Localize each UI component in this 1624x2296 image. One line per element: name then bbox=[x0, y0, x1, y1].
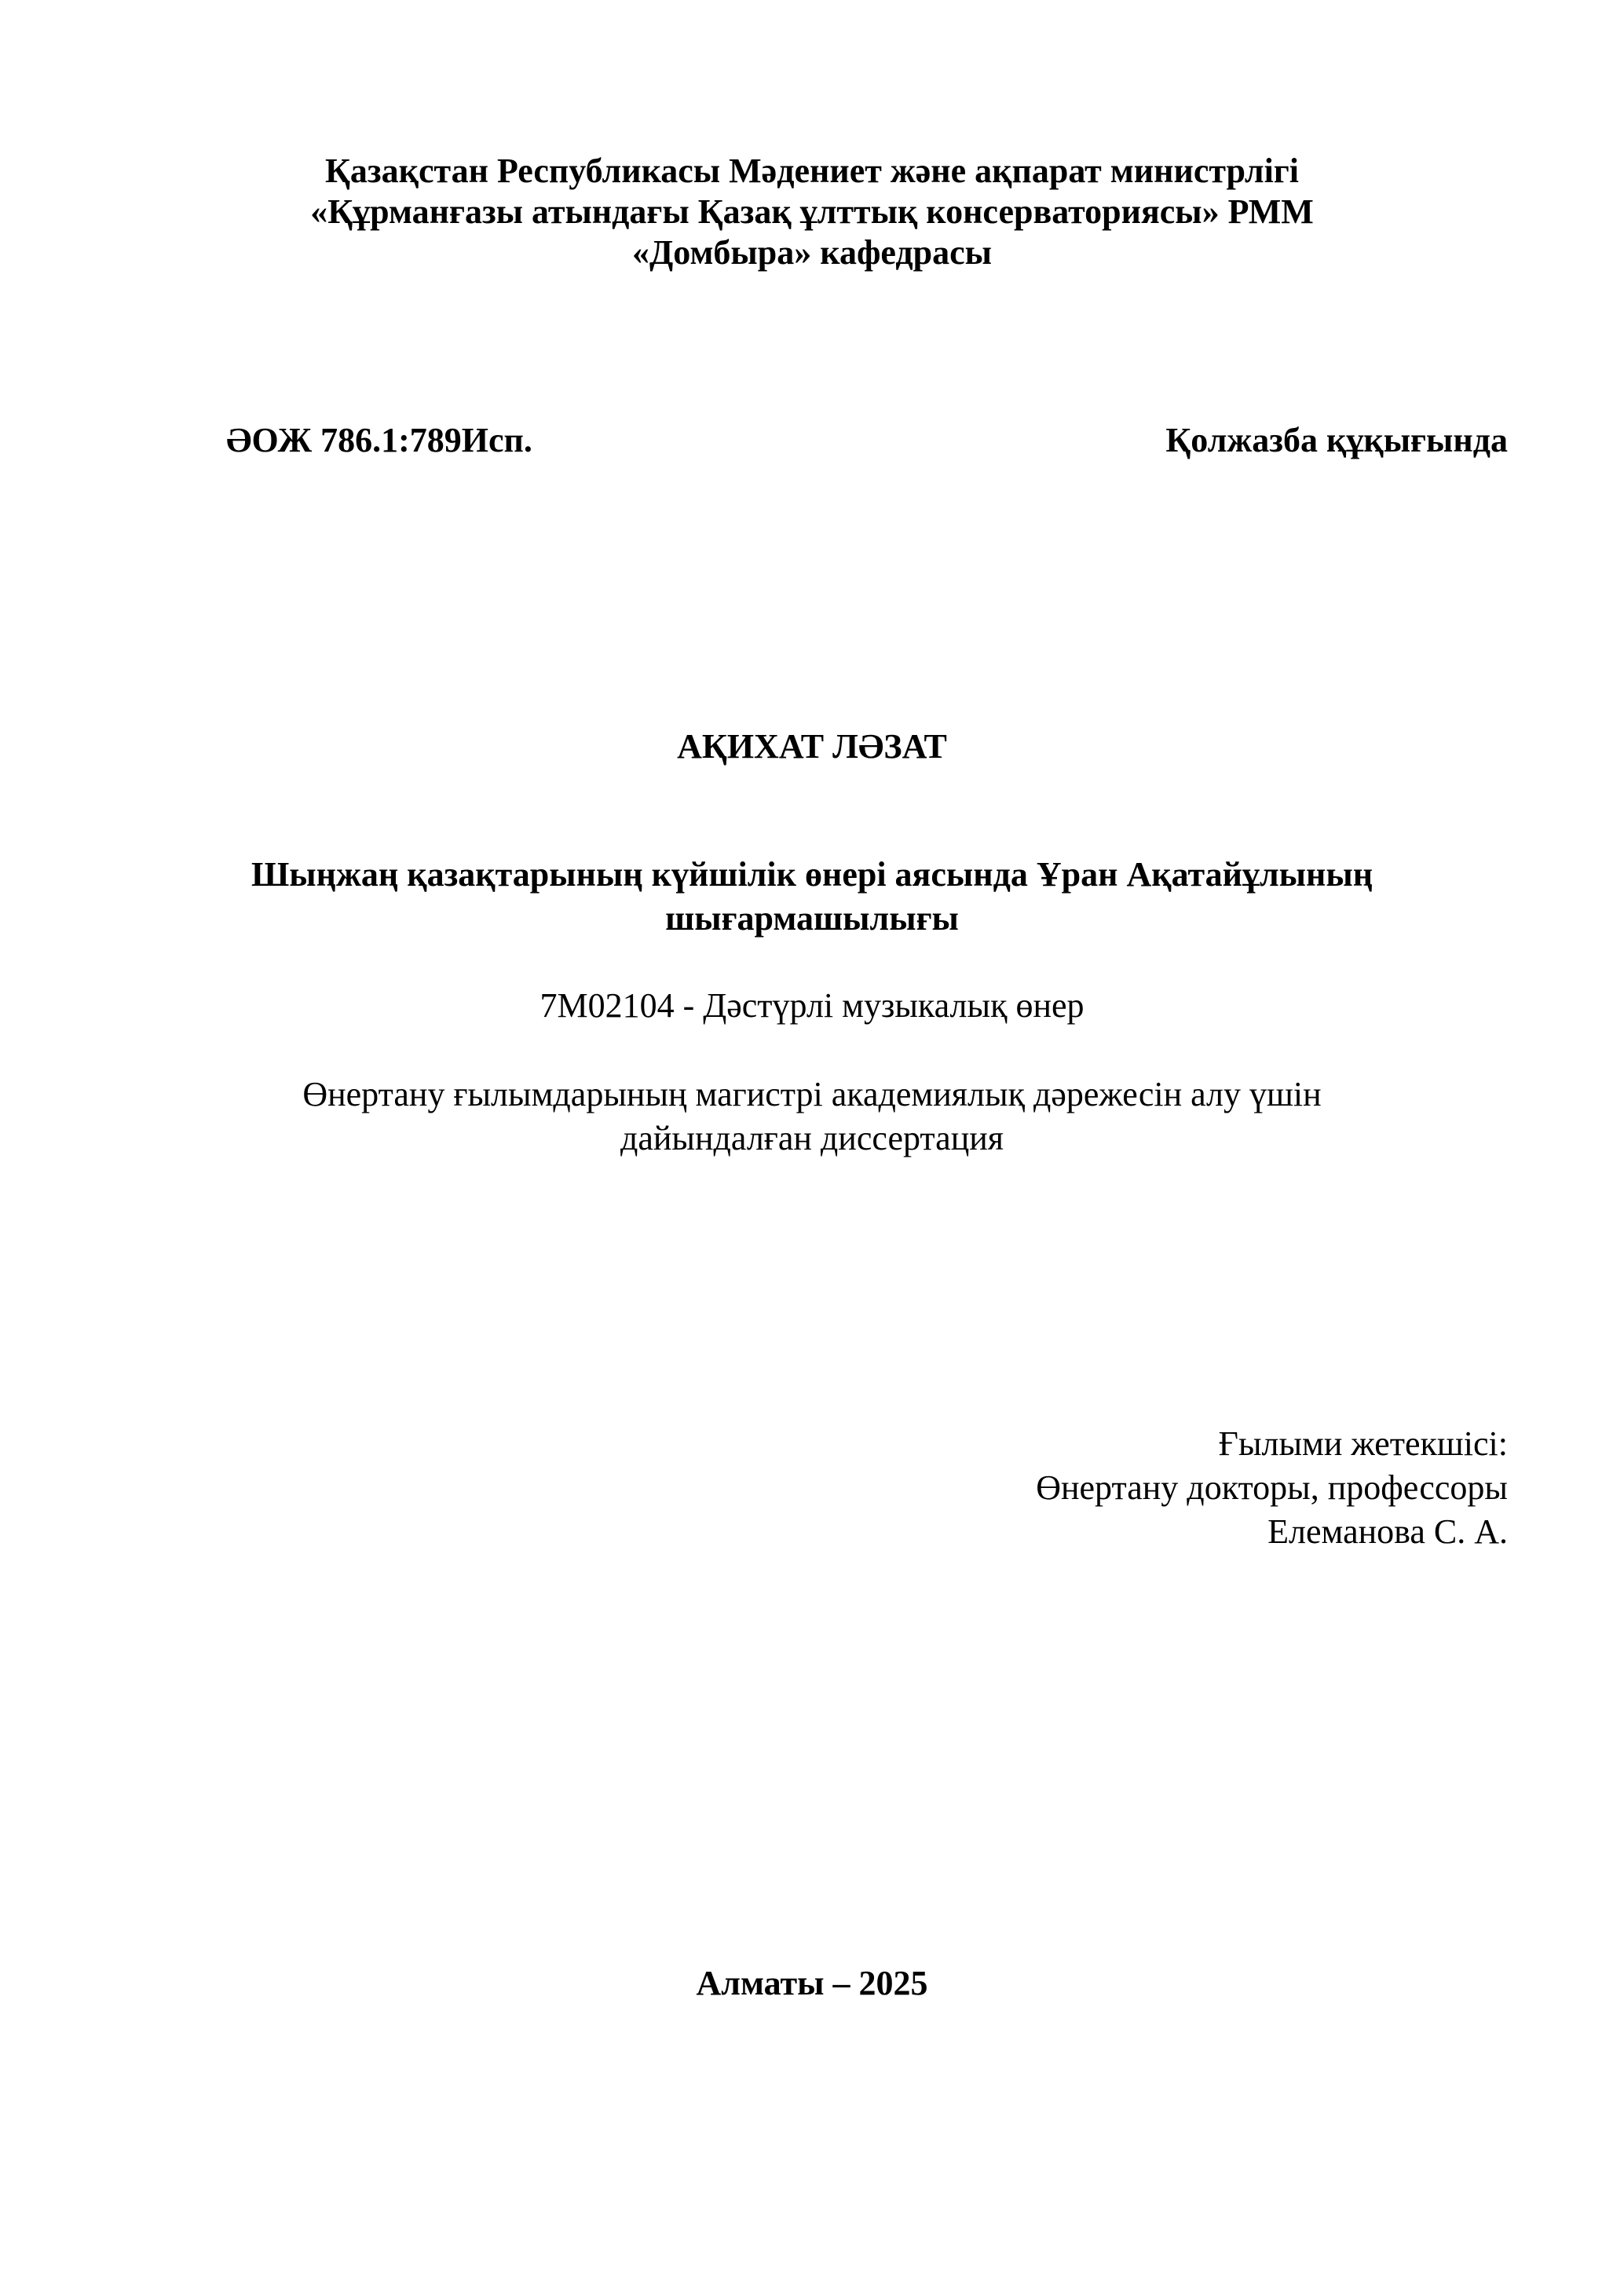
udc-code: ӘОЖ 786.1:789Исп. bbox=[226, 421, 532, 459]
manuscript-rights: Қолжазба құқығында bbox=[1165, 421, 1508, 459]
thesis-title-line-2: шығармашылығы bbox=[665, 899, 959, 938]
degree-statement-line-2: дайындалған диссертация bbox=[620, 1119, 1004, 1157]
author-name: АҚИХАТ ЛӘЗАТ bbox=[677, 727, 947, 766]
place-and-year: Алматы – 2025 bbox=[696, 1964, 928, 2002]
supervisor-block bbox=[1036, 1422, 1508, 1554]
institution-header bbox=[0, 151, 1624, 273]
thesis-title bbox=[0, 853, 1624, 941]
ministry-name: Қазақстан Республикасы Мәдениет және ақпарат министрлігі bbox=[325, 152, 1299, 190]
supervisor-title: Өнертану докторы, профессоры bbox=[1036, 1468, 1508, 1507]
degree-statement bbox=[0, 1073, 1624, 1161]
institution-name: «Құрманғазы атындағы Қазақ ұлттық консерваториясы» РММ bbox=[310, 192, 1314, 231]
specialty-code: 7M02104 - Дәстүрлі музыкалық өнер bbox=[540, 986, 1084, 1025]
supervisor-label: Ғылыми жетекшісі: bbox=[1218, 1424, 1508, 1463]
degree-statement-line-1: Өнертану ғылымдарының магистрі академиялық дәрежесін алу үшін bbox=[302, 1075, 1322, 1113]
thesis-title-line-1: Шыңжаң қазақтарының күйшілік өнері аясында Ұран Ақатайұлының bbox=[251, 855, 1373, 894]
department-name: «Домбыра» кафедрасы bbox=[632, 233, 992, 272]
supervisor-name: Елеманова С. А. bbox=[1267, 1512, 1508, 1551]
